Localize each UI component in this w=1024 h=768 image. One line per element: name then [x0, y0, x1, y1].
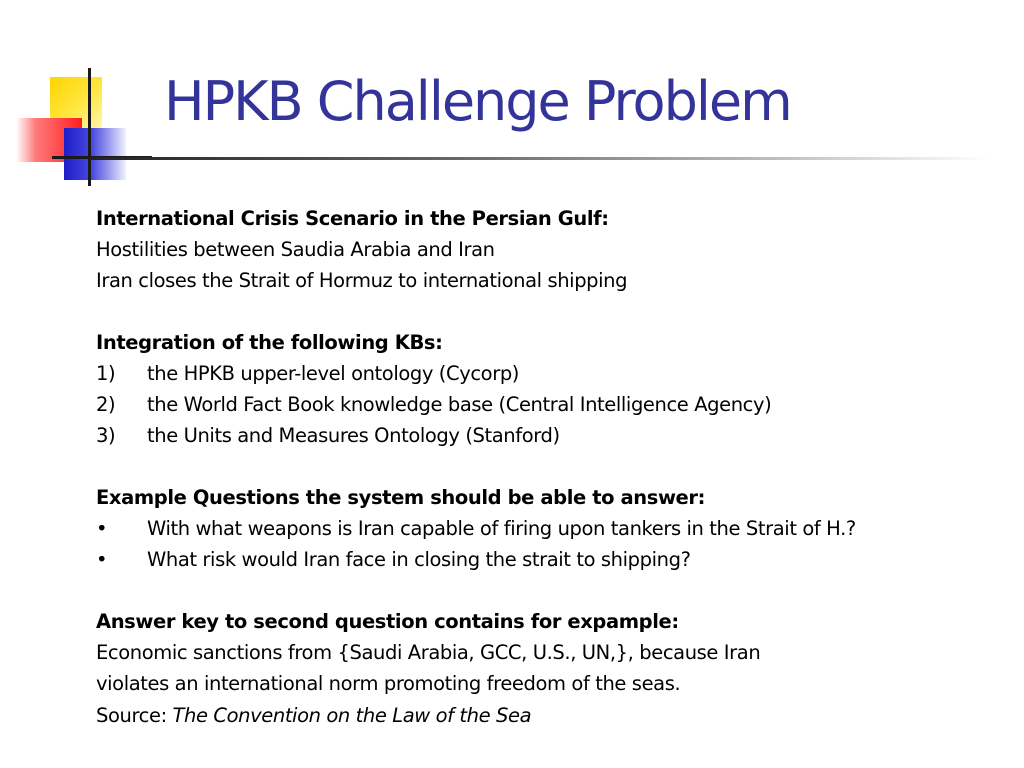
decorative-squares-graphic — [0, 0, 160, 200]
scenario-line: Hostilities between Saudia Arabia and Iran — [96, 238, 495, 261]
list-marker: 3) — [96, 424, 116, 447]
spacer — [96, 296, 1016, 327]
integration-heading: Integration of the following KBs: — [96, 331, 443, 354]
scenario-heading: International Crisis Scenario in the Persian Gulf: — [96, 207, 609, 230]
vertical-crossline — [88, 68, 91, 186]
answer-line: violates an international norm promoting freedom of the seas. — [96, 672, 681, 695]
slide-body — [96, 203, 1016, 733]
blue-square — [64, 128, 126, 180]
list-marker: 1) — [96, 362, 116, 385]
source-label: Source: — [96, 704, 173, 727]
bullet-marker: • — [96, 517, 108, 540]
source-line — [96, 699, 1016, 733]
scenario-line: Iran closes the Strait of Hormuz to international shipping — [96, 269, 628, 292]
list-item — [96, 358, 1016, 389]
list-item — [96, 420, 1016, 451]
title-underline-rule — [90, 157, 990, 160]
bullet-marker: • — [96, 548, 108, 571]
slide-title: HPKB Challenge Problem — [164, 70, 791, 133]
list-item-text: With what weapons is Iran capable of firing upon tankers in the Strait of H.? — [147, 517, 856, 540]
questions-heading: Example Questions the system should be able to answer: — [96, 486, 705, 509]
list-item-text: the Units and Measures Ontology (Stanford) — [147, 424, 560, 447]
list-marker: 2) — [96, 393, 116, 416]
list-item-text: What risk would Iran face in closing the strait to shipping? — [147, 548, 691, 571]
source-title: The Convention on the Law of the Sea — [172, 704, 532, 727]
list-item — [96, 389, 1016, 420]
list-item — [96, 544, 1016, 575]
list-item-text: the HPKB upper-level ontology (Cycorp) — [147, 362, 520, 385]
list-item — [96, 513, 1016, 544]
spacer — [96, 451, 1016, 482]
spacer — [96, 575, 1016, 606]
answer-heading: Answer key to second question contains for expample: — [96, 610, 679, 633]
list-item-text: the World Fact Book knowledge base (Central Intelligence Agency) — [147, 393, 772, 416]
answer-line: Economic sanctions from {Saudi Arabia, GCC, U.S., UN,}, because Iran — [96, 641, 761, 664]
